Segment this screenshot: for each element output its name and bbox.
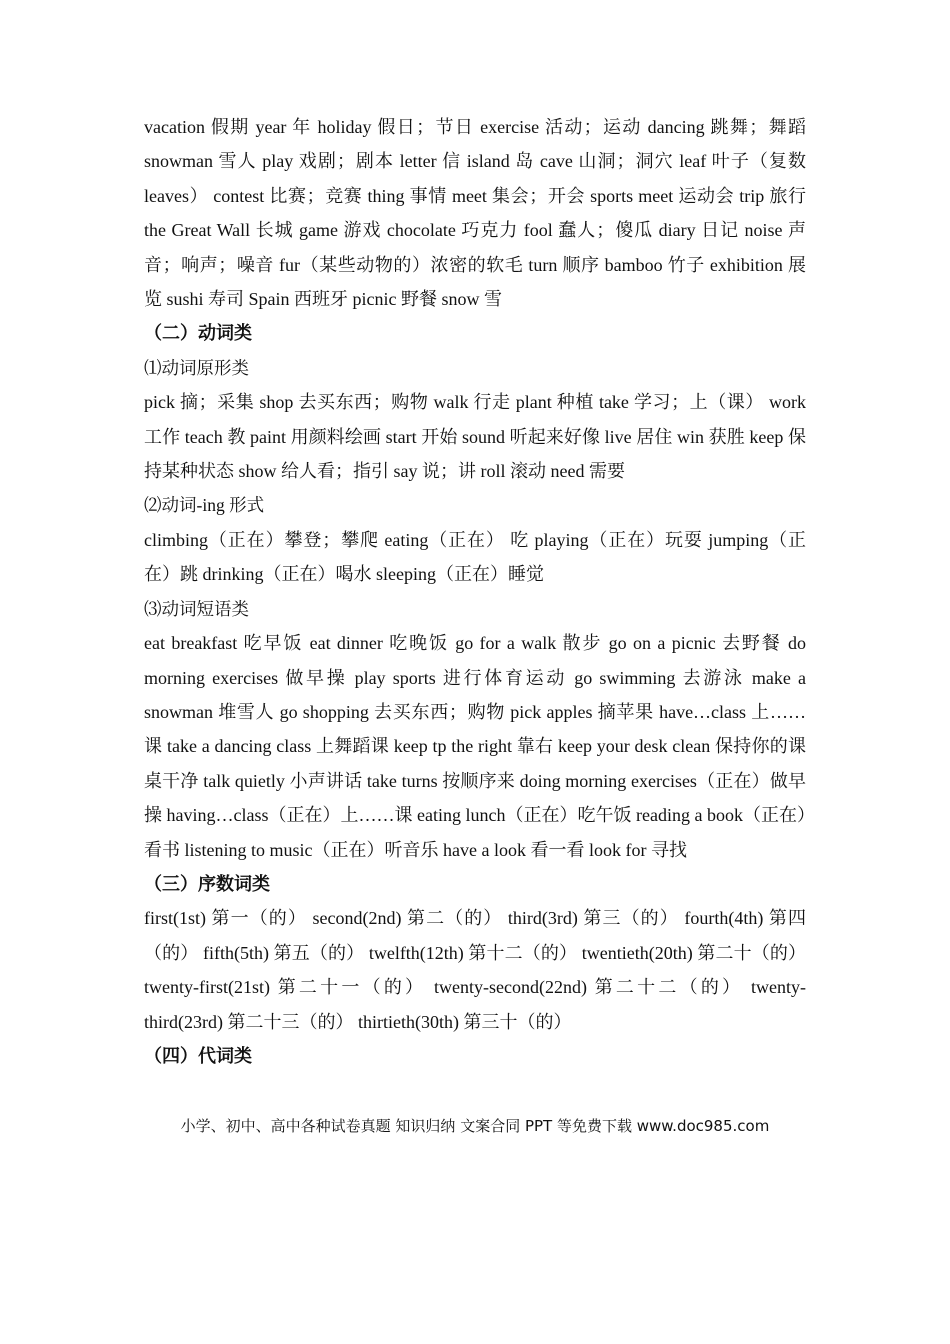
page-footer: 小学、初中、高中各种试卷真题 知识归纳 文案合同 PPT 等免费下载 www.doc985.com [180, 1117, 770, 1135]
verb-ing-paragraph: climbing（正在）攀登；攀爬 eating（正在） 吃 playing（正在）玩耍 jumping（正在）跳 drinking（正在）喝水 sleeping（正在）睡觉 [144, 529, 806, 585]
verb-base-heading: ⑴动词原形类 [144, 357, 249, 378]
section-pronouns-heading: （四）代词类 [144, 1045, 252, 1066]
document-body [144, 110, 806, 1073]
nouns-paragraph: vacation 假期 year 年 holiday 假日；节日 exercise 活动；运动 dancing 跳舞；舞蹈 snowman 雪人 play 戏剧；剧本 letter 信 island 岛 cave 山洞；洞穴 leaf 叶子（复数 leaves） contest 比赛；竞赛 thing 事情 meet 集会；开会 sports meet 运动会 trip 旅行 the Great Wall 长城 game 游戏 chocolate 巧克力 fool 蠢人；傻瓜 diary 日记 noise 声音；响声；噪音 fur（某些动物的）浓密的软毛 turn 顺序 bamboo 竹子 exhibition 展览 sushi 寿司 Spain 西班牙 picnic 野餐 snow 雪 [144, 117, 806, 310]
section-ordinals-heading: （三）序数词类 [144, 873, 270, 894]
verb-phrase-paragraph: eat breakfast 吃早饭 eat dinner 吃晚饭 go for a walk 散步 go on a picnic 去野餐 do morning exercises 做早操 play sports 进行体育运动 go swimming 去游泳 make a snowman 堆雪人 go shopping 去买东西；购物 pick apples 摘苹果 have…class 上……课 take a dancing class 上舞蹈课 keep tp the right 靠右 keep your desk clean 保持你的课桌干净 talk quietly 小声讲话 take turns 按顺序来 doing morning exercises（正在）做早操 having…class（正在）上……课 eating lunch（正在）吃午饭 reading a book（正在）看书 listening to music（正在）听音乐 have a look 看一看 look for 寻找 [144, 633, 806, 860]
verb-phrase-heading: ⑶动词短语类 [144, 598, 249, 619]
verb-base-paragraph: pick 摘；采集 shop 去买东西；购物 walk 行走 plant 种植 take 学习；上（课） work 工作 teach 教 paint 用颜料绘画 start 开始 sound 听起来好像 live 居住 win 获胜 keep 保持某种状态 show 给人看；指引 say 说；讲 roll 滚动 need 需要 [144, 392, 806, 482]
verb-ing-heading: ⑵动词-ing 形式 [144, 495, 265, 516]
section-verbs-heading: （二）动词类 [144, 323, 252, 344]
ordinals-paragraph: first(1st) 第一（的） second(2nd) 第二（的） third(3rd) 第三（的） fourth(4th) 第四（的） fifth(5th) 第五（的） twelfth(12th) 第十二（的） twentieth(20th) 第二十（的） twenty-first(21st) 第二十一（的） twenty-second(22nd) 第二十二（的） twenty-third(23rd) 第二十三（的） thirtieth(30th) 第三十（的） [144, 908, 806, 1032]
